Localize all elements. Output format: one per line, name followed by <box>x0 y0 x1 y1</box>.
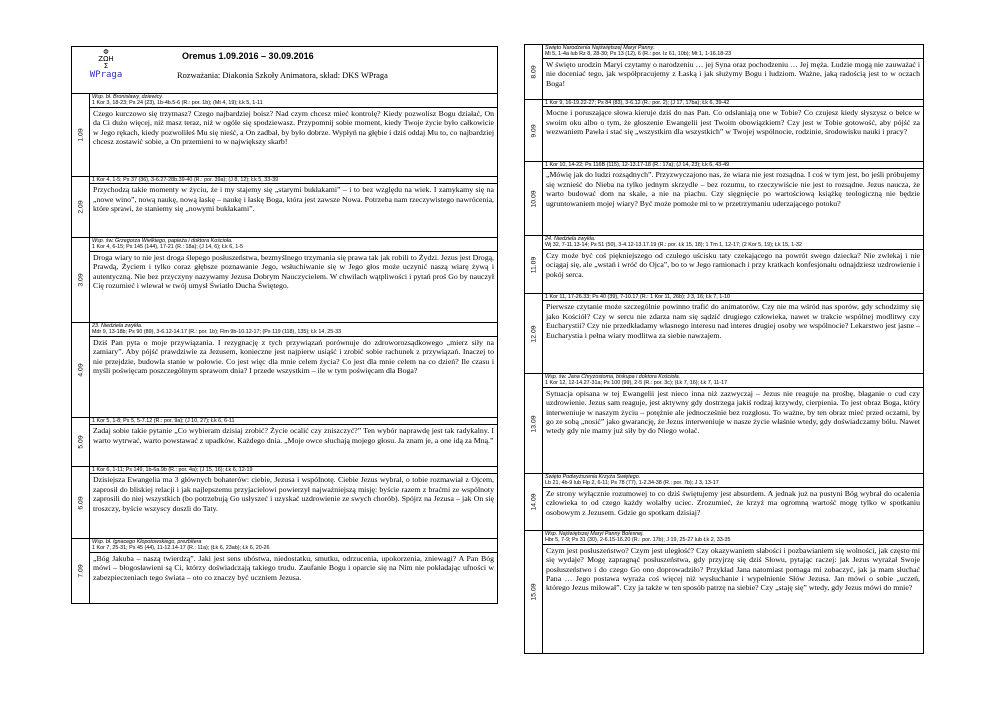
entry-readings: 1 Kor 3, 18-23; Ps 24 (23), 1b-4b.5-6 (R.: por. 1b); (Mt 4, 19); Łk 5, 1-11 <box>92 100 263 107</box>
entry-date <box>72 177 90 237</box>
entry-body <box>543 236 923 293</box>
entry-reference <box>90 418 497 425</box>
entry-body <box>90 177 497 237</box>
entry-body <box>543 531 923 653</box>
entry-reference <box>90 177 497 184</box>
entry-reference <box>543 374 923 388</box>
entry-date <box>525 294 543 373</box>
entry-reflection-text: Dzisiejsza Ewangelia ma 3 głównych bohaterów: ciebie, Jezusa i wspólnotę. Ciebie Jezus wybrał, o tobie rozmawiał z Ojcem, zaprosił do bliskiej relacji i jak najlepszemu przyjacielowi powierzył najważniejszą misję: byście razem z braćmi ze wspólnoty zaprosili do niej wszystkich (bo potrzebują Go usłyszeć i uzyskać uzdrowienie ze swych chorób). Spójrz na Jezusa – jak On się troszczy, byście wszyscy doszli do Taty. <box>93 475 494 513</box>
entry-reference <box>543 531 923 545</box>
entry-date <box>525 531 543 653</box>
entry-date-label: 6.09 <box>77 495 84 510</box>
reflection-entry <box>71 94 498 177</box>
entry-reference <box>543 100 923 107</box>
reflection-entry <box>524 531 924 654</box>
entry-reflection-text: W święto urodzin Maryi czytamy o narodzeniu … jej Syna oraz pochodzeniu … Jej męża. Ludzie mogą nie zauważać i nie doceniać tego, jak współpracujemy z Łaską i jak służymy Bogu i ludziom. Ważne, jaką radością jest to w oczach Boga! <box>546 59 920 88</box>
entry-date <box>72 467 90 538</box>
entry-date-label: 5.09 <box>77 435 84 449</box>
entry-reflection-text: Czy może być coś piękniejszego od czułego uścisku taty czekającego na powrót swego dziecka? Nie zwlekaj i nie ociągaj się, ale „wstań i wróć do Ojca”, bo to w Jego ramionach i przy kratkach konfesjonału odnajdziesz uzdrowienie i pokój serca. <box>546 250 920 279</box>
entry-liturgical-day: Wsp. bł. Ignacego Kłopotowskiego, prezbitera <box>92 539 202 545</box>
logo-symbol-middle: ZΩH <box>98 55 114 63</box>
reflection-entry <box>71 323 498 418</box>
entry-reflection-text: Przychodzą takie momenty w życiu, że i my stajemy się „starymi bukłakami” – i to bez względu na wiek. I zamykamy się na „nowe wino”, nową naukę, nową łaskę – naukę i łaskę Boga, która jest zawsze Nowa. Potrzeba nam rzeczywistego nawrócenia, które sprawi, że staniemy się „nowymi bukłakami”. <box>93 185 494 214</box>
entry-date <box>525 45 543 99</box>
entry-date-label: 8.09 <box>530 65 537 79</box>
entry-readings: 1 Kor 5, 1-8; Ps 5, 5-7.12 (R.: por. 9a); (J 10, 27); Łk 6, 6-11 <box>92 418 235 424</box>
entry-date <box>525 374 543 473</box>
entry-date-label: 9.09 <box>530 123 537 138</box>
entry-date <box>72 418 90 466</box>
reflection-entry <box>71 418 498 467</box>
reflection-entry <box>524 162 924 236</box>
entry-reference <box>90 323 497 337</box>
entry-readings: 1 Kor 9, 16-19.22-27; Ps 84 (83), 3-6.12 (R.: por. 2); (J 17, 17ba); Łk 6, 39-42 <box>545 100 730 106</box>
entry-date <box>525 162 543 235</box>
document-header <box>71 46 498 94</box>
entry-reflection-text: Pierwsze czytanie może szczególnie powinno trafić do animatorów. Czy nie ma wśród nas sporów, gdy schodzimy się jako Kościół? Czy w sercu nie zdarza nam się sądzić drugiego człowieka, nawet w trakcie wspólnej modlitwy czy Eucharystii? Czy nie przedkładamy własnego interesu nad interes drugiej osoby we wspólnocie? Lekarstwo jest jasne – Eucharystia i pełna wiary modlitwa za siebie nawzajem. <box>546 302 920 340</box>
entry-body <box>90 94 497 176</box>
entry-date-label: 7.09 <box>77 564 84 578</box>
entry-reflection-text: „Bóg Jakuba – naszą twierdzą”. Jaki jest sens ubóstwa, niedostatku, smutku, odrzucenia, upokorzenia, zniewagi? A Pan Bóg mówi – błogosławieni są Ci, którzy doświadczają takiego trudu. Zaufanie Bogu i oparcie się na Nim nie pokładając ufności w zabezpieczeniach tego świata – oto co znaczy być uczniem Jezusa. <box>93 553 494 582</box>
entry-reference <box>90 94 497 108</box>
entry-reflection-text: Czym jest posłuszeństwo? Czym jest uległość? Czy okazywaniem słabości i pozbawianiem się wolności, jak często mi się wydaje? Mogę zapragnąć posłuszeństwa, gdy przyjrzę się dziś Słowu, pytając raczej: jak Jezus wyrażał Swoje posłuszeństwo i do czego Go ono doprowadziło? Przykład Jana natomiast pomaga mi zobaczyć, jak ja mam słuchać Pana … Jego postawa wyraża coś więcej niż wysłuchanie i wypełnienie Słów Jezusa. Jan mówi o sobie „uczeń, którego Jezus miłował”. Czy ja także w ten sposób patrzę na siebie? Czy „staję się” wtedy, gdy Jezus mówi do mnie? <box>546 545 920 593</box>
entry-liturgical-day: Święto Podwyższenia Krzyża Świętego. <box>545 474 641 480</box>
document-subtitle: Rozważania: Diakonia Szkoły Animatora, skład: DKS WPraga <box>177 71 388 80</box>
entry-liturgical-day: Święto Narodzenia Najświętszej Maryi Panny. <box>545 45 655 51</box>
entry-liturgical-day: Wsp. św. Grzegorza Wielkiego, papieża i doktora Kościoła. <box>92 238 233 244</box>
entry-reflection-text: Zadaj sobie takie pytanie „Co wybieram dzisiaj zrobić? Życie ocalić czy zniszczyć?” Ten wybór naprawdę jest tak radykalny. I warto wytrwać, warto powstawać z upadków. Każdego dnia. „Moje owce słuchają mojego głosu. Ja znam je, a one idą za Mną.” <box>93 426 494 445</box>
entry-reference <box>90 539 497 553</box>
right-column <box>524 44 924 654</box>
entry-date-label: 13.09 <box>530 414 537 433</box>
entry-body <box>543 162 923 235</box>
entry-readings: 1 Kor 12, 12-14.27-31a; Ps 100 (99), 2-5 (R.: por. 3c); (Łk 7, 16); Łk 7, 11-17 <box>545 380 728 387</box>
entry-date-label: 14.09 <box>530 493 537 511</box>
entry-date-label: 3.09 <box>77 273 84 287</box>
entry-readings: 1 Kor 6, 1-11; Ps 149, 1b-6a.9b (R.: por. 4a); (J 15, 16); Łk 6, 12-19 <box>92 467 253 473</box>
reflection-entry <box>524 100 924 162</box>
entry-body <box>90 323 497 417</box>
entry-date <box>72 238 90 322</box>
entry-reflection-text: Mocne i poruszające słowa kieruje dziś do nas Pan. Co odsłaniają one w Tobie? Co czujesz kiedy słyszysz o belce w swoim oku albo o tym, że głoszenie Ewangelii jest Twoim obowiązkiem? Czy jest w Tobie gotowość, aby pójść za wezwaniem Pawła i stać się „wszystkim dla wszystkich” w Twojej wspólnocie, rodzinie, środowisku nauki i pracy? <box>546 108 920 137</box>
entry-liturgical-day: Wsp. Najświętszej Maryi Panny Bolesnej. <box>545 531 644 537</box>
reflection-entry <box>71 177 498 238</box>
entry-date-label: 10.09 <box>530 189 537 208</box>
entry-body <box>543 374 923 473</box>
entry-readings: 1 Kor 4, 1-5; Ps 37 (36), 3-6.27-28b.39-40 (R.: por. 39a); (J 8, 12); Łk 5, 33-39 <box>92 177 279 183</box>
reflection-entry <box>524 294 924 374</box>
entry-reflection-text: „Mówię jak do ludzi rozsądnych”. Przyzwyczajono nas, że wiara nie jest rozsądna. I coś w tym jest, bo jeśli próbujemy się wznieść do Nieba na tylko jednym skrzydle – bez rozumu, to rzeczywiście nie jest to rozsądne. Jezus naucza, że warto budować dom na skale, a nie na piachu. Czy sięgnięcie po wartościową książkę teologiczną nie będzie ugruntowaniem mojej wiary? Być może pomoże mi to w przetrzymaniu uderzającego potoku? <box>546 170 920 208</box>
entry-readings: Mi 5, 1-4a lub Rz 8, 28-30; Ps 13 (12), 6 (R.: por. Iz 61, 10b); Mt 1, 1-16.18-23 <box>545 51 732 58</box>
reflection-entry <box>71 238 498 323</box>
entry-reflection-text: Droga wiary to nie jest droga ślepego posłuszeństwa, bezmyślnego trzymania się prawa tak jak robili to Żydzi. Jezus jest Drogą, Prawdą, Życiem i tylko coraz głębsze poznawanie Jego, wsłuchiwanie się w Jego głos może uczynić naszą wiarę żywą i autentyczną. Nie bez przyczyny nazywamy Jezusa Dobrym Nauczycielem. W chwilach wątpliwości i pytań proś Go by nauczył Cię rozumieć i wlewał w twój umysł Światło Ducha Świętego. <box>93 252 494 291</box>
entry-liturgical-day: 24. Niedziela zwykła. <box>545 236 596 242</box>
entry-body <box>543 474 923 530</box>
reflection-entry <box>524 236 924 294</box>
entry-reflection-text: Dziś Pan pyta o moje przywiązania. I rezygnację z tych przywiązań porównuje do zdroworozsądkowego „mierz siły na zamiary”. Aby pójść prawdziwie za Jezusem, konieczne jest najpierw usiąść i zrobić sobie rachunek z przywiązań. Inaczej to nie przejdzie, budowla stanie w połowie. Co jest więc dla mnie celem życia? Co jest dla mnie celem na co dzień? Ile czasu i myśli poświęcam poszczególnym sprawom dnia? I przede wszystkim – ile w tym poświęcam dla Boga? <box>93 337 494 376</box>
logo-brand-text: WPraga <box>89 70 123 80</box>
reflection-entry <box>71 467 498 539</box>
entry-date <box>72 94 90 176</box>
entry-body <box>543 45 923 99</box>
entry-date <box>72 539 90 603</box>
left-column <box>71 94 498 604</box>
entry-liturgical-day: Wsp. św. Jana Chryzostoma, biskupa i doktora Kościoła. <box>545 374 681 380</box>
document-title: Oremus 1.09.2016 – 30.09.2016 <box>182 51 314 61</box>
entry-readings: Lb 21, 4b-9 lub Flp 2, 6-11; Ps 78 (77), 1-2.34-38 (R.: por. 7b); J 3, 13-17 <box>545 480 719 487</box>
entry-date-label: 12.09 <box>530 324 537 343</box>
entry-reference <box>543 236 923 250</box>
entry-reflection-text: Czego kurczowo się trzymasz? Czego najbardziej boisz? Nad czym chcesz mieć kontrolę? Kiedy pozwolisz Bogu działać, On da Ci dużo więcej, niż masz teraz, niż w ogóle się spodziewasz. Przypomnij sobie moment, kiedy Twoje życie było całkowicie w Jego rękach, kiedy pozwoliłeś Mu się nieść, a On zadbał, by było dobrze. Wypłyń na głębie i dziś oddaj Mu to, co najbardziej chcesz zostawić sobie, a On przemieni to w największy skarb! <box>93 108 494 147</box>
entry-body <box>543 100 923 161</box>
entry-date <box>72 323 90 417</box>
entry-body <box>543 294 923 373</box>
entry-body <box>90 238 497 322</box>
entry-date <box>525 100 543 161</box>
entry-reflection-text: Ze strony wyłącznie rozumowej to co dziś świętujemy jest absurdem. A jednak już na pustyni Bóg wybrał do ocalenia człowieka to od czego każdy wolałby uciec. Zrozumieć, że krzyż ma ogromną wartość mogę tylko w spotkaniu osobowym z Jezusem. Gdzie go spotkam dzisiaj? <box>546 488 920 517</box>
entry-body <box>90 539 497 603</box>
entry-readings: Wj 32, 7-11.13-14; Ps 51 (50), 3-4.12-13.17.19 (R.: por. Łk 15, 18); 1 Tm 1, 12-17; (2 Kor 5, 19); Łk 15, 1-32 <box>545 242 802 249</box>
entry-reference <box>543 162 923 169</box>
logo-symbol-bottom: Σ <box>103 62 109 70</box>
entry-reference <box>543 474 923 488</box>
entry-date <box>525 474 543 530</box>
entry-reference <box>543 294 923 301</box>
logo-symbol-top: Φ <box>103 48 109 56</box>
entry-date-label: 1.09 <box>77 128 84 142</box>
entry-readings: 1 Kor 10, 14-22; Ps 116B (115), 12-13.17-18 (R.: 17a); (J 14, 23); Łk 6, 43-49 <box>545 162 730 168</box>
dks-wpraga-logo <box>76 49 136 91</box>
entry-readings: Hbr 5, 7-9; Ps 31 (30), 2-6.15-16.20 (R.: por. 17b); J 19, 25-27 lub Łk 2, 33-35 <box>545 537 731 544</box>
entry-liturgical-day: Wsp. bł. Bronisławy, dziewicy. <box>92 94 164 100</box>
entry-readings: 1 Kor 7, 25-31; Ps 45 (44), 11-12.14-17 (R.: 11a); (Łk 6, 23ab); Łk 6, 20-26 <box>92 545 270 552</box>
reflection-entry <box>524 374 924 474</box>
entry-readings: Mdr 9, 13-18b; Ps 90 (89), 3-6.12-14.17 (R.: por. 1b); Flm 9b-10.12-17; (Ps 119 (118), 135); Łk 14, 25-33 <box>92 329 342 336</box>
entry-reference <box>90 467 497 474</box>
entry-date-label: 4.09 <box>77 363 84 377</box>
entry-body <box>90 467 497 538</box>
reflection-entry <box>71 539 498 604</box>
entry-readings: 1 Kor 11, 17-26.33; Ps 40 (39), 7-10.17 (R.: 1 Kor 11, 26b); J 3, 16; Łk 7, 1-10 <box>545 294 730 300</box>
entry-date-label: 2.09 <box>77 200 84 214</box>
entry-reflection-text: Sytuacja opisana w tej Ewangelii jest nieco inna niż zazwyczaj – Jezus nie reaguje na prośbę, błaganie o cud czy uzdrowienie. Jezus sam reaguje, jest aktywny gdy dostrzega jakiś rodzaj krzywdy, cierpienia. To jest obraz Boga, który interweniuje w naszym życiu – potężnie ale jednocześnie bez rozgłosu. To ważne, by ten obraz mieć przed oczami, by go ze sobą „nosić” jako gwarancję, że Jezus interweniuje w nasze życie właśnie wtedy, gdy doświadczamy bólu. Nawet wtedy gdy nie mamy już siły by do Niego wołać. <box>546 388 920 436</box>
reflection-entry <box>524 474 924 531</box>
entry-readings: 1 Kor 4, 6-15; Ps 145 (144), 17-21 (R.: 18a); (J 14, 6); Łk 6, 1-5 <box>92 244 244 251</box>
entry-date-label: 11.09 <box>530 256 537 273</box>
entry-body <box>90 418 497 466</box>
entry-date-label: 15.09 <box>530 583 537 601</box>
reflection-entry <box>524 44 924 100</box>
entry-reference <box>543 45 923 59</box>
entry-date <box>525 236 543 293</box>
entry-reference <box>90 238 497 252</box>
entry-liturgical-day: 23. Niedziela zwykła. <box>92 323 143 329</box>
